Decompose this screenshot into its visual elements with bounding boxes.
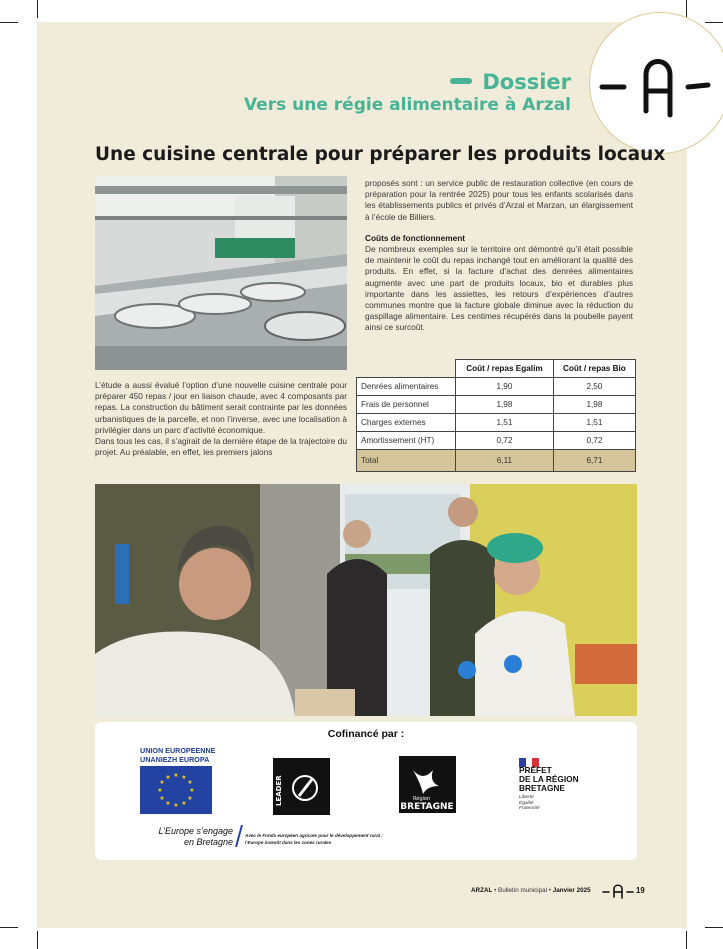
slash-divider — [235, 825, 243, 847]
footer-date: Janvier 2025 — [552, 887, 591, 894]
crop-mark — [37, 0, 38, 18]
page-footer — [471, 887, 591, 894]
article-title: Une cuisine centrale pour préparer les produits locaux — [95, 144, 666, 165]
fund-note — [245, 832, 383, 846]
paragraph: Dans tous les cas, il s’agirait de la dernière étape de la trajectoire du projet. Au préalable, en effet, les premiers jalons — [95, 436, 347, 458]
footer-a-icon — [601, 882, 635, 900]
dash-icon — [450, 78, 472, 84]
section-title — [244, 70, 571, 94]
row-label: Frais de personnel — [357, 396, 456, 414]
article-right-column — [365, 178, 633, 334]
prefet-line: PRÉFET — [519, 765, 552, 775]
eu-flag-icon — [140, 766, 212, 814]
cell-value: 1,90 — [456, 378, 554, 396]
row-label: Total — [357, 450, 456, 472]
visit-photo — [95, 484, 637, 716]
svg-text:★: ★ — [173, 772, 179, 779]
crop-mark — [37, 931, 38, 949]
svg-text:★: ★ — [159, 779, 165, 786]
table-header-row — [357, 360, 636, 378]
svg-text:★: ★ — [187, 779, 193, 786]
section-label: Dossier — [482, 70, 571, 94]
prefet-line: DE LA RÉGION — [519, 774, 579, 784]
leader-text: LEADER — [275, 775, 283, 806]
paragraph: De nombreux exemples sur le territoire ont démontré qu’il était possible de maintenir le coût du repas inchangé tout en améliorant la qualité des produits. En effet, si la facture d’achat des denrées alimentaires augmente avec une part de produits locaux, bio et durables plus importante dans les assiettes, les retours d’expériences d’autres communes montre que la facture globale diminue avec la réduction du gaspillage alimentaire. Les centimes récupérés dans la poubelle payent ainsi ce surcoût. — [365, 244, 633, 333]
paragraph: L’étude a aussi évalué l’option d’une nouvelle cuisine centrale pour préparer 450 repas / jour en liaison chaude, avec 4 composants par repas. La construction du bâtiment serait contrainte par les données urbanistiques de la parcelle, et non l’inverse, avec une localisation à privilégier dans un parc d’activité économique. — [95, 380, 347, 435]
table-row — [357, 396, 636, 414]
fund-note-line: l’Europe investit dans les zones rurales — [245, 840, 332, 845]
cell-value: 1,51 — [456, 414, 554, 432]
europe-engage-label — [135, 826, 233, 848]
region-bretagne-logo — [399, 756, 456, 813]
page-number: 19 — [636, 886, 645, 895]
marianne-flag-icon — [519, 754, 539, 763]
cell-value: 6,11 — [456, 450, 554, 472]
column-header: Coût / repas Egalim — [456, 360, 554, 378]
funding-title: Cofinancé par : — [327, 728, 405, 740]
kitchen-photo — [95, 176, 347, 370]
prefet-line: BRETAGNE — [519, 783, 565, 793]
svg-text:★: ★ — [173, 802, 179, 809]
prefet-motto — [519, 795, 540, 812]
cost-table — [356, 359, 636, 472]
table-row — [357, 414, 636, 432]
article-left-column — [95, 380, 347, 458]
eu-label — [140, 746, 215, 764]
crop-mark — [0, 22, 18, 23]
svg-text:★: ★ — [187, 795, 193, 802]
svg-text:★: ★ — [165, 800, 171, 807]
motto-line: Égalité — [519, 800, 534, 806]
funding-box — [95, 722, 637, 860]
motto-line: Fraternité — [519, 806, 540, 812]
svg-text:★: ★ — [159, 795, 165, 802]
footer-brand: ARZAL — [471, 887, 493, 894]
cell-value: 2,50 — [553, 378, 635, 396]
arzal-logo — [589, 12, 723, 154]
cell-value: 1,98 — [456, 396, 554, 414]
crop-mark — [686, 931, 687, 949]
cell-value: 1,51 — [553, 414, 635, 432]
cell-value: 0,72 — [456, 432, 554, 450]
subheading-costs: Coûts de fonctionnement — [365, 232, 466, 243]
table-row — [357, 378, 636, 396]
fund-note-line: Avec le Fonds européen agricole pour le développement rural : — [245, 833, 383, 838]
svg-text:★: ★ — [157, 787, 163, 794]
footer-middle: • Bulletin municipal • — [492, 887, 553, 894]
prefet-label — [519, 766, 579, 793]
svg-text:★: ★ — [181, 800, 187, 807]
svg-text:★: ★ — [181, 774, 187, 781]
svg-text:★: ★ — [165, 774, 171, 781]
row-label: Denrées alimentaires — [357, 378, 456, 396]
column-header: Coût / repas Bio — [553, 360, 635, 378]
paragraph: proposés sont : un service public de restauration collective (en cours de préparation pour la rentrée 2025) pour tous les enfants scolarisés dans les établissements publics et privés d’Arzal et Marzan, un élargissement à l’école de Billiers. — [365, 178, 633, 222]
engage-line: en Bretagne — [183, 837, 233, 847]
section-header — [244, 70, 571, 116]
table-total-row — [357, 450, 636, 472]
section-subtitle: Vers une régie alimentaire à Arzal — [243, 95, 571, 115]
region-big-text: BRETAGNE — [400, 802, 454, 812]
eu-label-line: UNION EUROPEENNE — [140, 746, 216, 755]
motto-line: Liberté — [519, 795, 534, 800]
arzal-a-icon — [590, 13, 723, 155]
leader-logo — [273, 758, 330, 815]
cell-value: 1,98 — [553, 396, 635, 414]
crop-mark — [705, 927, 723, 928]
cell-value: 0,72 — [553, 432, 635, 450]
eu-label-line: UNANIEZH EUROPA — [140, 755, 210, 764]
region-small-text: Région — [413, 796, 431, 802]
svg-text:★: ★ — [189, 787, 195, 794]
row-label: Amortissement (HT) — [357, 432, 456, 450]
engage-line: L’Europe s’engage — [158, 826, 233, 836]
table-corner — [357, 360, 456, 378]
table-row — [357, 432, 636, 450]
row-label: Charges externes — [357, 414, 456, 432]
cell-value: 6,71 — [553, 450, 635, 472]
crop-mark — [0, 927, 18, 928]
